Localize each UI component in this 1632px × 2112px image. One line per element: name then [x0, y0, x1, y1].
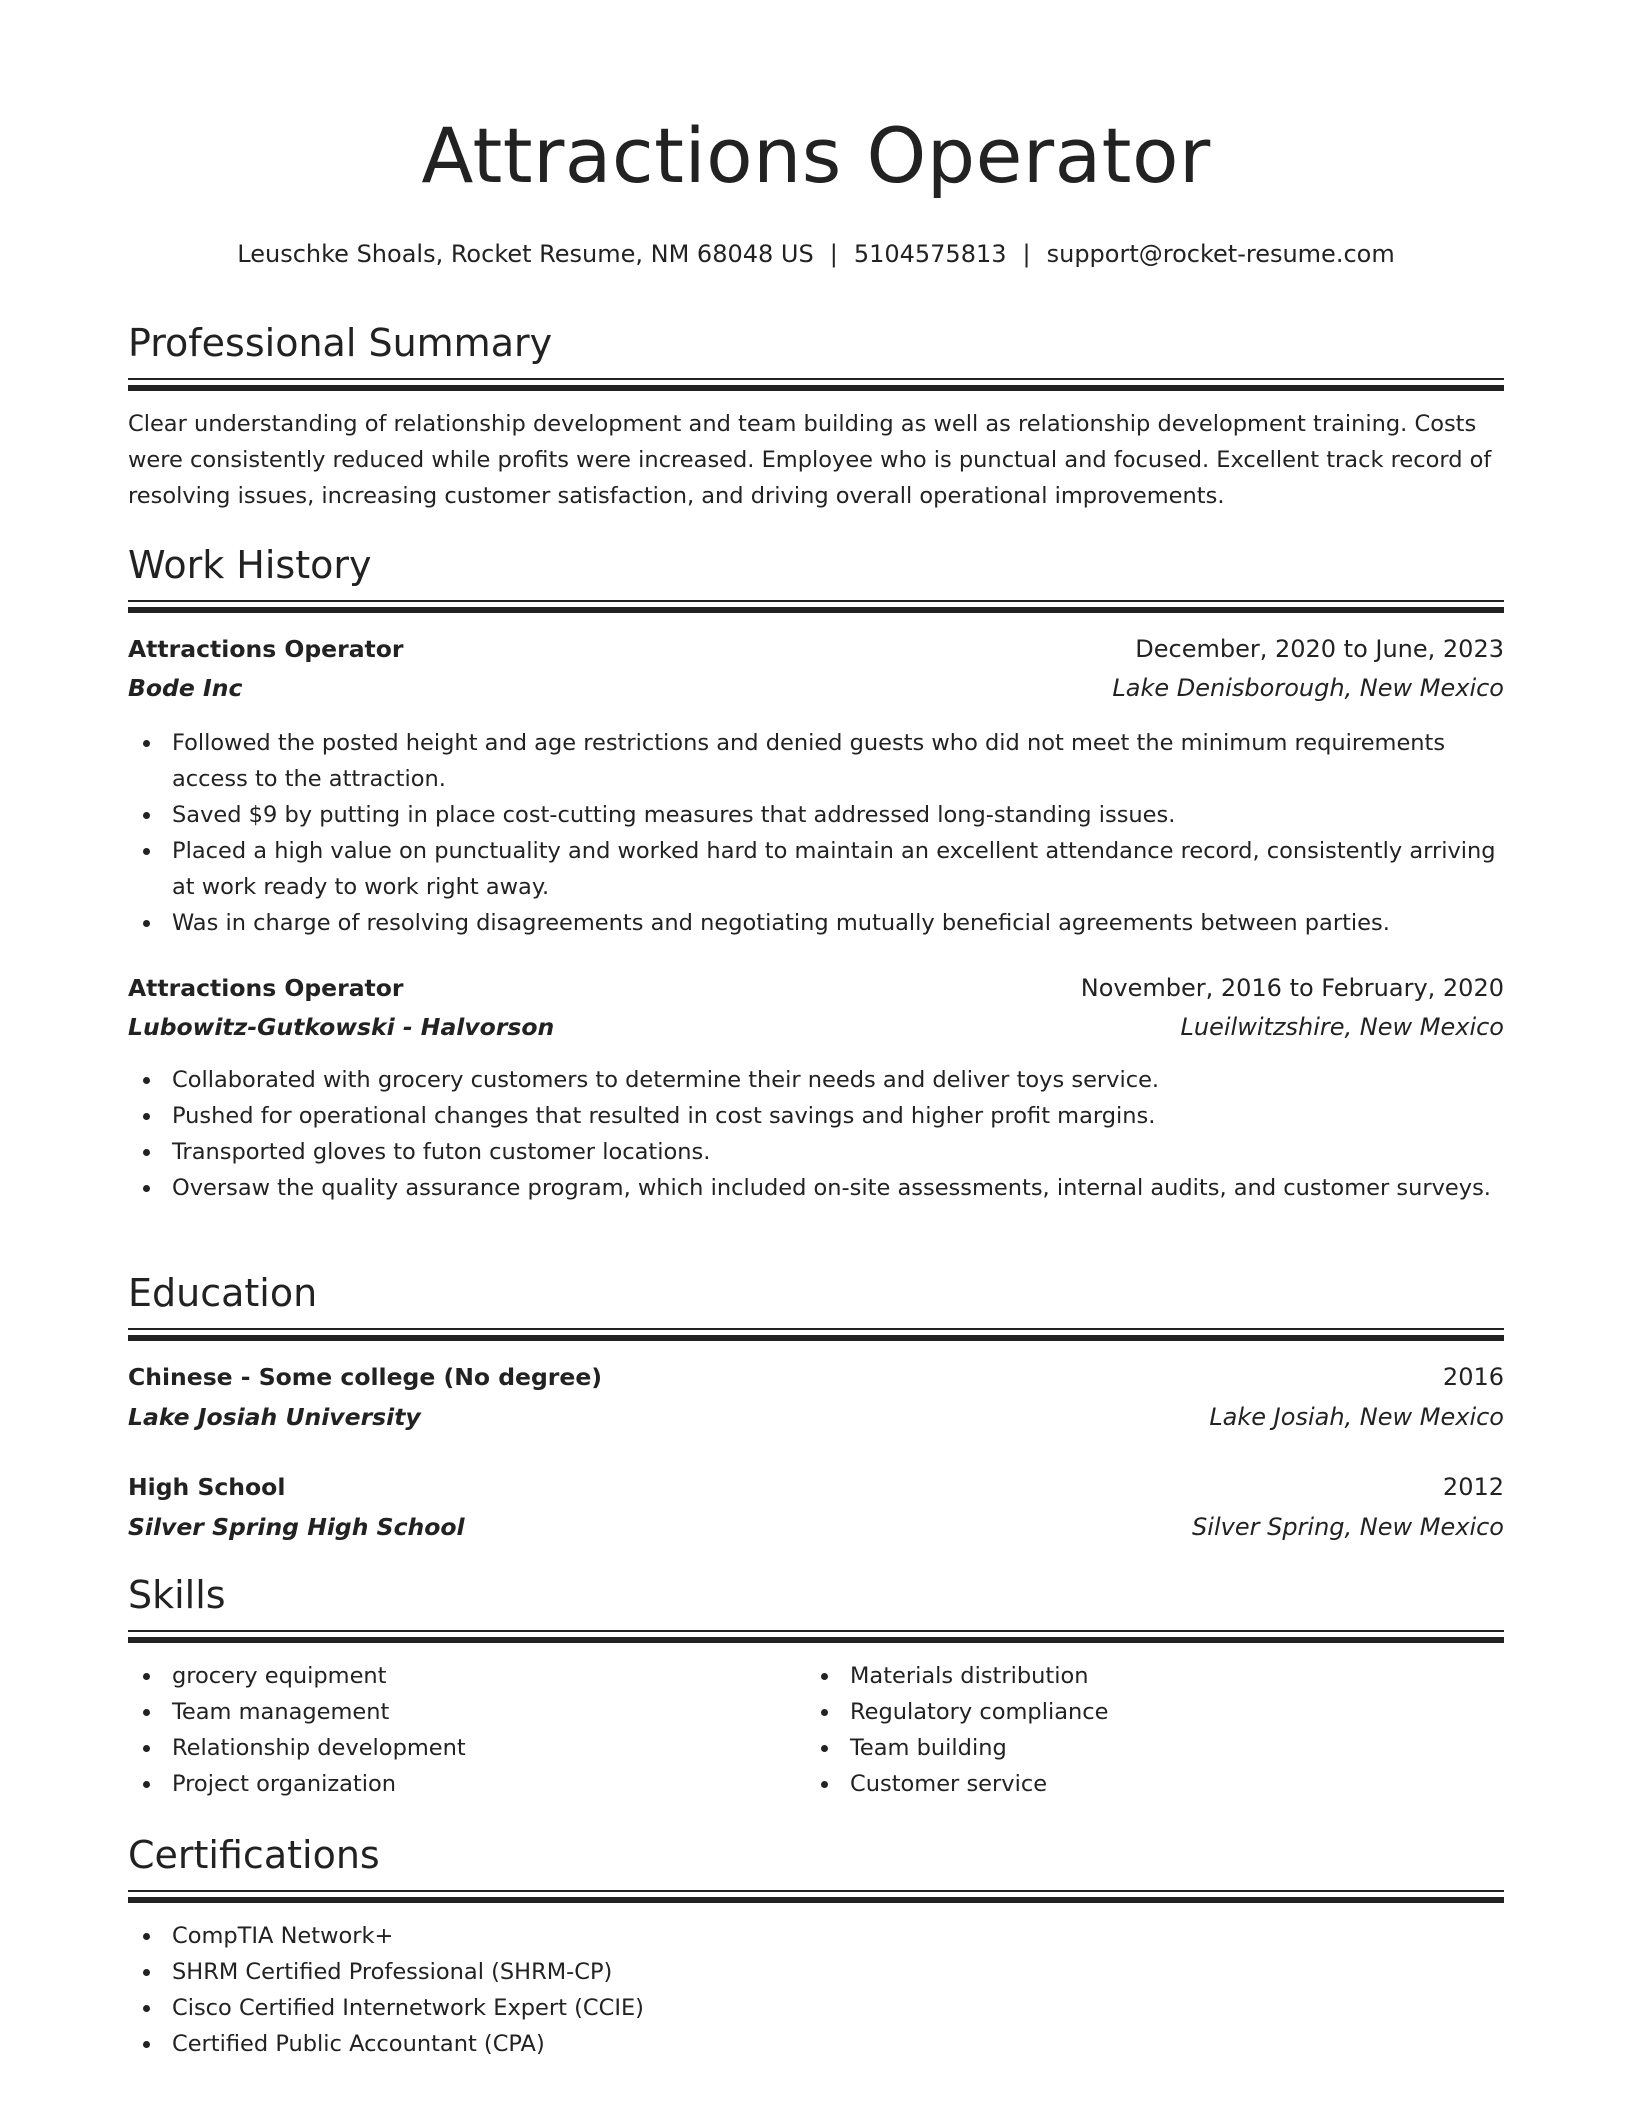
section-title-summary: Professional Summary: [128, 321, 553, 365]
job-bullet: Transported gloves to futon customer locations.: [128, 1134, 1504, 1170]
job-bullets: [128, 725, 1504, 941]
job-dates: December, 2020 to June, 2023: [1135, 635, 1504, 663]
section-title-skills: Skills: [128, 1573, 226, 1617]
summary-text: Clear understanding of relationship development and team building as well as relationship development training. Costs were consistently reduced while profits were increased. Employee who is punctual and focused. Excellent track record of resolving issues, increasing customer satisfaction, and driving overall operational improvements.: [128, 411, 1492, 509]
job-location: Lake Denisborough, New Mexico: [1112, 674, 1504, 702]
certification-item: Cisco Certified Internetwork Expert (CCIE): [128, 1990, 1504, 2026]
job-role: Attractions Operator: [128, 974, 404, 1002]
education-subheader: [128, 1509, 1504, 1545]
contact-line: [128, 240, 1504, 268]
education-header: [128, 1359, 1504, 1395]
job-bullet: Was in charge of resolving disagreements and negotiating mutually beneficial agreements between parties.: [128, 905, 1504, 941]
job-location: Lueilwitzshire, New Mexico: [1180, 1013, 1504, 1041]
section-divider: [128, 1630, 1504, 1643]
skill-item: Regulatory compliance: [806, 1694, 1504, 1730]
education-school: Lake Josiah University: [128, 1403, 421, 1431]
contact-email: support@rocket-resume.com: [1046, 240, 1395, 268]
job-subheader: [128, 670, 1504, 706]
skill-item: Team management: [128, 1694, 788, 1730]
skill-item: grocery equipment: [128, 1658, 788, 1694]
job-bullet: Placed a high value on punctuality and worked hard to maintain an excellent attendance record, consistently arriving at work ready to work right away.: [128, 833, 1504, 905]
job-company: Lubowitz-Gutkowski - Halvorson: [128, 1013, 555, 1041]
skill-item: Materials distribution: [806, 1658, 1504, 1694]
education-school: Silver Spring High School: [128, 1513, 465, 1541]
job-bullet: Oversaw the quality assurance program, which included on-site assessments, internal audits, and customer surveys.: [128, 1170, 1504, 1206]
certification-item: SHRM Certified Professional (SHRM-CP): [128, 1954, 1504, 1990]
education-year: 2012: [1442, 1473, 1504, 1501]
contact-separator: |: [1022, 240, 1031, 268]
job-header: [128, 631, 1504, 667]
job-company: Bode Inc: [128, 674, 243, 702]
job-bullet: Collaborated with grocery customers to determine their needs and deliver toys service.: [128, 1062, 1504, 1098]
education-location: Silver Spring, New Mexico: [1192, 1513, 1504, 1541]
skill-item: Customer service: [806, 1766, 1504, 1802]
job-bullet: Saved $9 by putting in place cost-cutting measures that addressed long-standing issues.: [128, 797, 1504, 833]
contact-address: Leuschke Shoals, Rocket Resume, NM 68048 US: [237, 240, 814, 268]
job-bullet: Pushed for operational changes that resulted in cost savings and higher profit margins.: [128, 1098, 1504, 1134]
skills-list-left: [128, 1658, 788, 1802]
certification-item: CompTIA Network+: [128, 1918, 1504, 1954]
section-divider: [128, 378, 1504, 391]
education-header: [128, 1469, 1504, 1505]
education-subheader: [128, 1399, 1504, 1435]
job-bullet: Followed the posted height and age restrictions and denied guests who did not meet the minimum requirements access to the attraction.: [128, 725, 1504, 797]
skills-list-right: [806, 1658, 1504, 1802]
section-title-work: Work History: [128, 543, 372, 587]
job-dates: November, 2016 to February, 2020: [1080, 974, 1504, 1002]
job-subheader: [128, 1009, 1504, 1045]
education-year: 2016: [1442, 1363, 1504, 1391]
certifications-list: [128, 1918, 1504, 2062]
education-degree: Chinese - Some college (No degree): [128, 1363, 603, 1391]
section-divider: [128, 1328, 1504, 1341]
skill-item: Team building: [806, 1730, 1504, 1766]
education-degree: High School: [128, 1473, 286, 1501]
section-divider: [128, 1890, 1504, 1903]
education-location: Lake Josiah, New Mexico: [1209, 1403, 1504, 1431]
job-bullets: [128, 1062, 1504, 1206]
section-title-education: Education: [128, 1271, 318, 1315]
job-header: [128, 970, 1504, 1006]
certification-item: Certified Public Accountant (CPA): [128, 2026, 1504, 2062]
skill-item: Project organization: [128, 1766, 788, 1802]
resume-name: Attractions Operator: [421, 111, 1211, 200]
section-title-certifications: Certifications: [128, 1833, 380, 1877]
job-role: Attractions Operator: [128, 635, 404, 663]
contact-separator: |: [829, 240, 838, 268]
skill-item: Relationship development: [128, 1730, 788, 1766]
contact-phone: 5104575813: [853, 240, 1007, 268]
section-divider: [128, 600, 1504, 613]
